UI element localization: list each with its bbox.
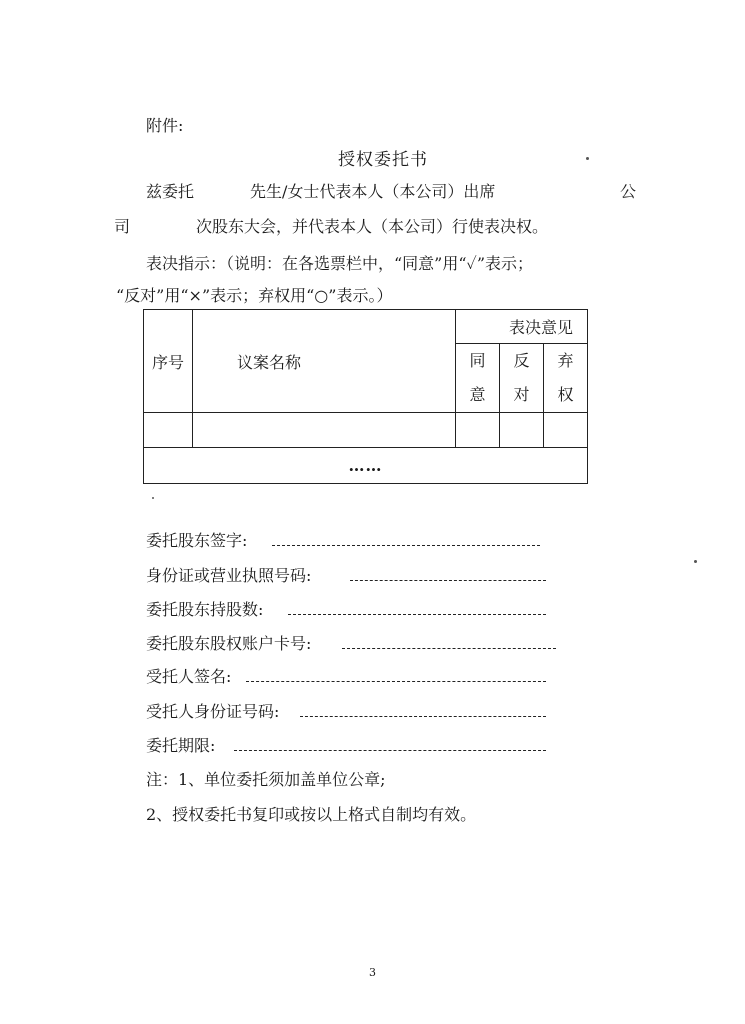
table-cell-motion <box>193 413 456 448</box>
scan-speck <box>152 497 154 499</box>
paragraph2-start: 司 <box>114 217 131 236</box>
table-cell-seq <box>144 413 193 448</box>
field-agent-id-label: 受托人身份证号码: <box>146 702 280 721</box>
voting-instruction-line1: 表决指示：（说明：在各选票栏中，“同意”用“✓”表示； <box>146 254 534 273</box>
field-agent-signature-line <box>246 681 546 682</box>
table-cell-agree <box>456 413 500 448</box>
header-oppose: 反 对 <box>500 344 544 413</box>
paragraph2-text: 次股东大会，并代表本人（本公司）行使表决权。 <box>196 217 549 236</box>
field-account-card-label: 委托股东股权账户卡号: <box>146 634 312 653</box>
field-principal-signature-line <box>272 545 540 546</box>
attachment-label: 附件: <box>146 116 184 135</box>
page-number: 3 <box>369 966 376 979</box>
field-account-card-line <box>342 648 556 649</box>
note-line1: 注：1、单位委托须加盖单位公章; <box>146 770 386 789</box>
header-agree: 同 意 <box>456 344 500 413</box>
paragraph1-middle: 先生/女士代表本人（本公司）出席 <box>250 182 496 201</box>
document-title: 授权委托书 <box>338 150 428 170</box>
field-shares-held-label: 委托股东持股数: <box>146 600 264 619</box>
field-principal-signature-label: 委托股东签字: <box>146 531 248 550</box>
voting-instruction-line2: “反对”用“×”表示；弃权用“○”表示。） <box>116 286 393 305</box>
header-seq: 序号 <box>144 310 193 413</box>
table-ellipsis-row <box>144 448 588 484</box>
table-row <box>144 413 588 448</box>
voting-table <box>143 309 588 484</box>
field-id-or-license-label: 身份证或营业执照号码: <box>146 566 312 585</box>
field-id-or-license-line <box>350 580 546 581</box>
table-header-row <box>144 310 588 344</box>
field-agent-id-line <box>300 716 546 717</box>
field-shares-held-line <box>288 614 546 615</box>
header-motion-name: 议案名称 <box>193 310 456 413</box>
field-validity-line <box>234 750 546 751</box>
scan-speck <box>694 560 697 563</box>
field-validity-label: 委托期限: <box>146 736 216 755</box>
header-abstain: 弃 权 <box>544 344 588 413</box>
field-agent-signature-label: 受托人签名: <box>146 667 232 686</box>
note-line2: 2、授权委托书复印或按以上格式自制均有效。 <box>146 805 477 824</box>
paragraph1-end: 公 <box>620 182 637 201</box>
table-cell-abstain <box>544 413 588 448</box>
table-ellipsis: …… <box>144 448 588 484</box>
table-cell-oppose <box>500 413 544 448</box>
header-vote-opinion: 表决意见 <box>456 310 588 344</box>
paragraph1-start: 兹委托 <box>146 182 195 201</box>
scan-speck <box>586 157 589 160</box>
